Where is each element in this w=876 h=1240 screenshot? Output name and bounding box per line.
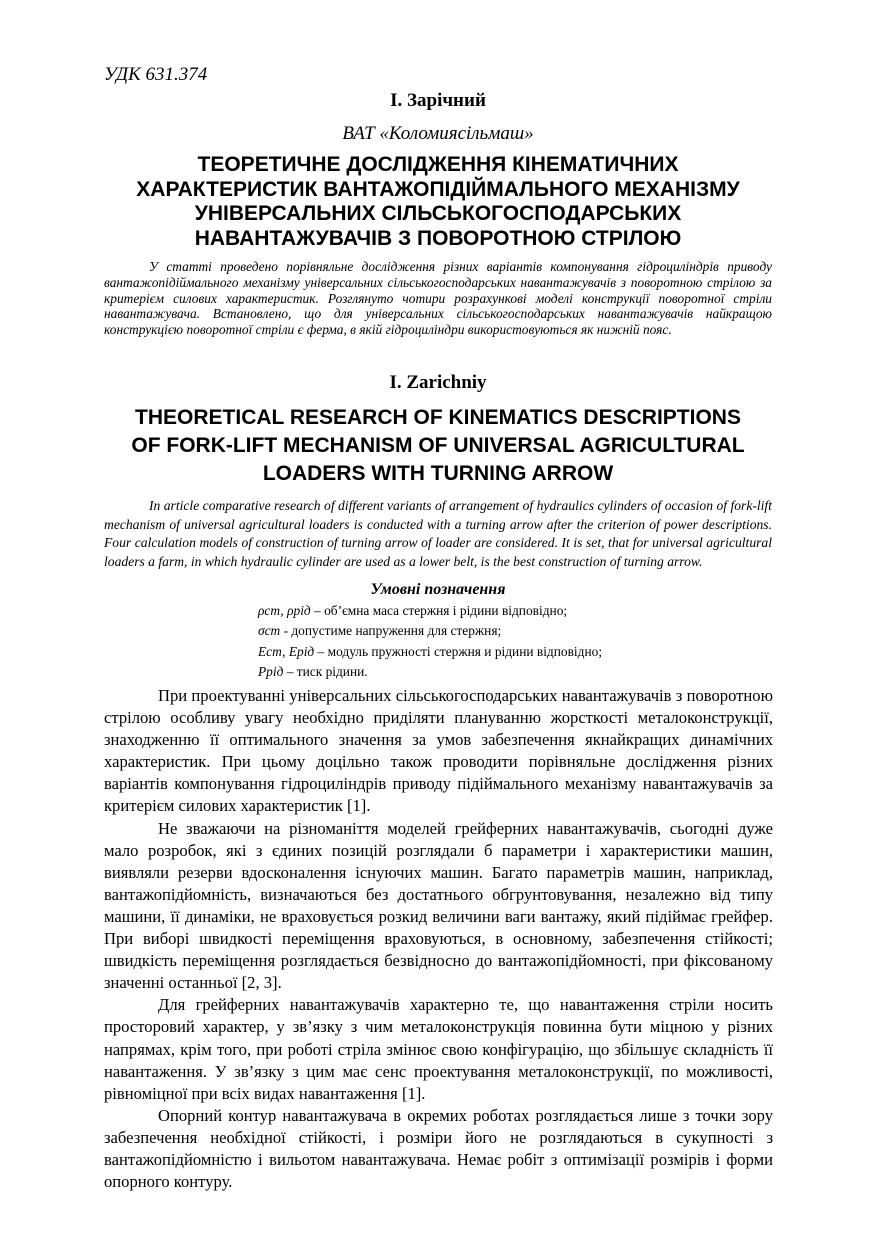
body-paragraph: Для грейферних навантажувачів характерно те, що навантаження стріли носить просторовий характер, у зв’язку з чим металоконструкція повинна бути міцною у різних напрямах, крім того, при роботі стріла змінює свою конфігурацію, що збільшує складність її навантаження. У зв’язку з цим має сенс проектування металоконструкції, по можливості, рівноміцної при всіх видах навантаження [1]. bbox=[104, 995, 773, 1103]
notation-text: – об’ємна маса стержня і рідини відповідно; bbox=[310, 603, 568, 618]
title-en-line: OF FORK-LIFT MECHANISM OF UNIVERSAL AGRICULTURAL bbox=[131, 434, 745, 457]
title-en bbox=[90, 404, 786, 488]
organization: ВАТ «Коломиясільмаш» bbox=[342, 123, 534, 144]
author-ua: І. Зарічний bbox=[390, 90, 486, 111]
notation-symbols: σст bbox=[258, 623, 281, 639]
body-paragraph: Опорний контур навантажувача в окремих роботах розглядається лише з точки зору забезпечення необхідної стійкості, і розміри його не розглядаються в сукупності з вантажопідйомністю і вильотом навантажувача. Немає робіт з оптимізації розмірів і форми опорного контуру. bbox=[104, 1105, 773, 1192]
udk-code: УДК 631.374 bbox=[104, 64, 208, 85]
body-paragraph: Не зважаючи на різноманіття моделей грейферних навантажувачів, сьогодні дуже мало розробок, які з єдиних позицій розглядали б параметри і характеристики машин, виявляли резерви вдосконалення існуючих машин. Багато параметрів машин, наприклад, вантажопідйомність, визначаються без достатнього обгрунтовування, незалежно від типу машини, її динаміки, не враховується розкид величини ваги вантажу, який підіймає грейфер. При виборі швидкості переміщення враховуються, в основному, забезпечення стійкості; швидкість переміщення розглядається безвідносно до вантажопідйомності, при фіксованому значенні останньої [2, 3]. bbox=[104, 818, 773, 993]
notation-symbols: Ррід bbox=[258, 663, 284, 679]
notation-item bbox=[258, 601, 602, 621]
notation-item bbox=[258, 662, 602, 682]
title-en-line: THEORETICAL RESEARCH OF KINEMATICS DESCRIPTIONS bbox=[135, 406, 741, 429]
notation-title: Умовні позначення bbox=[370, 581, 506, 598]
abstract-en: In article comparative research of different variants of arrangement of hydraulics cylinders of occasion of fork-lift mechanism of universal agricultural loaders is conducted with a turning arrow after the criterion of power descriptions. Four calculation models of construction of turning arrow of loader are considered. It is set, that for universal agricultural loaders a farm, in which hydraulic cylinder are used as a lower belt, is the best construction of turning arrow. bbox=[104, 498, 772, 569]
title-ua-line: ТЕОРЕТИЧНЕ ДОСЛІДЖЕННЯ КІНЕМАТИЧНИХ bbox=[197, 153, 679, 176]
notation-symbols: Ест, Ерід bbox=[258, 643, 315, 659]
body-paragraph: При проектуванні універсальних сільськогосподарських навантажувачів з поворотною стрілою особливу увагу необхідно приділяти плануванню жорсткості металоконструкції, знаходженню її оптимального значення за умов забезпечення якнайкращих динамічних характеристик. При цьому доцільно також проводити порівняльне дослідження різних варіантів компонування гідроциліндрів приводу підіймального механізму навантажувачів за критерієм силових характеристик [1]. bbox=[104, 686, 773, 816]
title-ua-line: УНІВЕРСАЛЬНИХ СІЛЬСЬКОГОСПОДАРСЬКИХ bbox=[194, 202, 682, 225]
notation-item bbox=[258, 642, 602, 662]
title-ua bbox=[90, 153, 786, 251]
notation-list bbox=[258, 601, 602, 682]
body-text bbox=[104, 685, 773, 1193]
notation-symbols: ρст, ρрід bbox=[258, 603, 311, 618]
notation-text: – тиск рідини. bbox=[283, 663, 368, 679]
abstract-ua: У статті проведено порівняльне дослідження різних варіантів компонування гідроциліндрів приводу вантажопідіймального механізму універсальних сільськогосподарських навантажувачів з поворотною стрілою за критерієм силових характеристик. Розглянуто чотири розрахункові моделі конструкції поворотної стріли навантажувача. Встановлено, що для універсальних сільськогосподарських навантажувачів найкращою конструкцією поворотної стріли є ферма, в якій гідроциліндри використовуються як нижній пояс. bbox=[104, 259, 772, 338]
notation-text: - допустиме напруження для стержня; bbox=[280, 623, 502, 639]
title-ua-line: ХАРАКТЕРИСТИК ВАНТАЖОПІДІЙМАЛЬНОГО МЕХАНІЗМУ bbox=[136, 177, 740, 201]
notation-item bbox=[258, 621, 602, 641]
notation-text: – модуль пружності стержня и рідини відповідно; bbox=[314, 643, 603, 659]
title-ua-line: НАВАНТАЖУВАЧІВ З ПОВОРОТНОЮ СТРІЛОЮ bbox=[194, 226, 682, 250]
author-en: I. Zarichniy bbox=[389, 372, 487, 393]
title-en-line: LOADERS WITH TURNING ARROW bbox=[262, 462, 614, 485]
